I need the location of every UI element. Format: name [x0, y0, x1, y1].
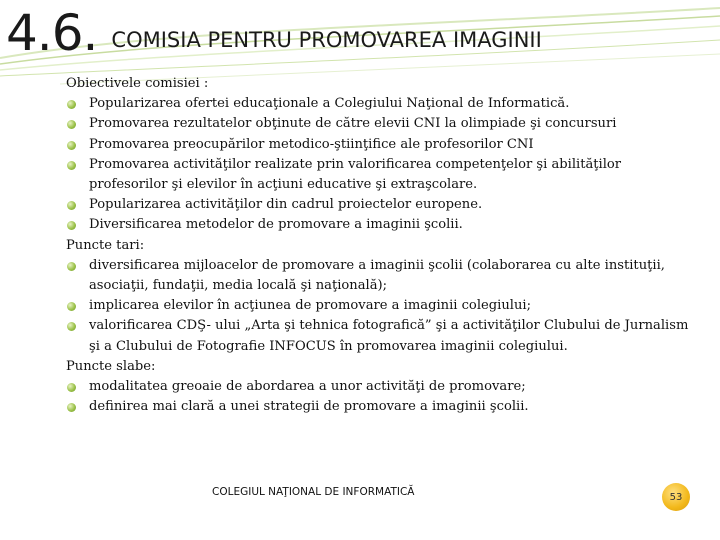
list-item-text: definirea mai clară a unei strategii de promovare a imaginii şcolii.: [89, 399, 529, 415]
bullet-icon: [67, 383, 76, 392]
bullet-icon: [67, 120, 76, 129]
bullet-icon: [67, 100, 76, 109]
list-item-text: Promovarea rezultatelor obţinute de către elevii CNI la olimpiade şi concursuri: [89, 116, 617, 132]
main-content: [66, 74, 702, 417]
page-title: COMISIA PENTRU PROMOVAREA IMAGINII: [111, 28, 542, 52]
list-item: [66, 215, 702, 235]
list-item: [66, 296, 702, 316]
list-item: [66, 195, 702, 215]
list-item: [66, 94, 702, 114]
strengths-heading: Puncte tari:: [66, 237, 145, 253]
list-item: [66, 155, 702, 195]
strengths-list: [66, 256, 702, 357]
list-item-text: valorificarea CDŞ- ului „Arta şi tehnica fotografică” şi a activităţilor Clubului de Jurnalism şi a Clubului de Fotografie INFOCUS în promovarea imaginii colegiului.: [89, 318, 689, 354]
list-item: [66, 256, 702, 296]
list-item-text: modalitatea greoaie de abordarea a unor activităţi de promovare;: [89, 379, 526, 395]
list-item-text: Popularizarea ofertei educaţionale a Colegiului Naţional de Informatică.: [89, 96, 570, 112]
objectives-heading: Obiectivele comisiei :: [66, 76, 209, 91]
list-item-text: Promovarea preocupărilor metodico-ştiinţifice ale profesorilor CNI: [89, 136, 534, 152]
bullet-icon: [67, 262, 76, 271]
bullet-icon: [67, 403, 76, 412]
bullet-icon: [67, 302, 76, 311]
header: [6, 2, 542, 62]
list-item-text: Diversificarea metodelor de promovare a imaginii şcolii.: [89, 217, 463, 233]
weaknesses-heading: Puncte slabe:: [66, 358, 156, 374]
bullet-icon: [67, 141, 76, 150]
page-number-badge: [662, 483, 690, 511]
list-item-text: implicarea elevilor în acţiunea de promovare a imaginii colegiului;: [89, 298, 531, 314]
list-item: [66, 135, 702, 155]
list-item: [66, 377, 702, 397]
bullet-icon: [67, 161, 76, 170]
list-item-text: diversificarea mijloacelor de promovare a imaginii şcolii (colaborarea cu alte instituţii, asociaţii, fundaţii, media locală şi naţională);: [89, 257, 665, 294]
section-number: 4.6.: [6, 4, 98, 62]
weaknesses-list: [66, 377, 702, 417]
list-item-text: Promovarea activităţilor realizate prin valorificarea competenţelor şi abilităţilor profesorilor şi elevilor în acţiuni educative şi extraşcolare.: [89, 156, 622, 193]
list-item: [66, 114, 702, 134]
bullet-icon: [67, 201, 76, 210]
page-number: 53: [669, 491, 683, 503]
list-item: [66, 316, 702, 356]
bullet-icon: [67, 322, 76, 331]
footer-organization: COLEGIUL NAŢIONAL DE INFORMATICĂ: [212, 486, 415, 498]
objectives-list: [66, 94, 702, 235]
list-item-text: Popularizarea activităţilor din cadrul proiectelor europene.: [89, 197, 483, 213]
list-item: [66, 397, 702, 417]
bullet-icon: [67, 221, 76, 230]
